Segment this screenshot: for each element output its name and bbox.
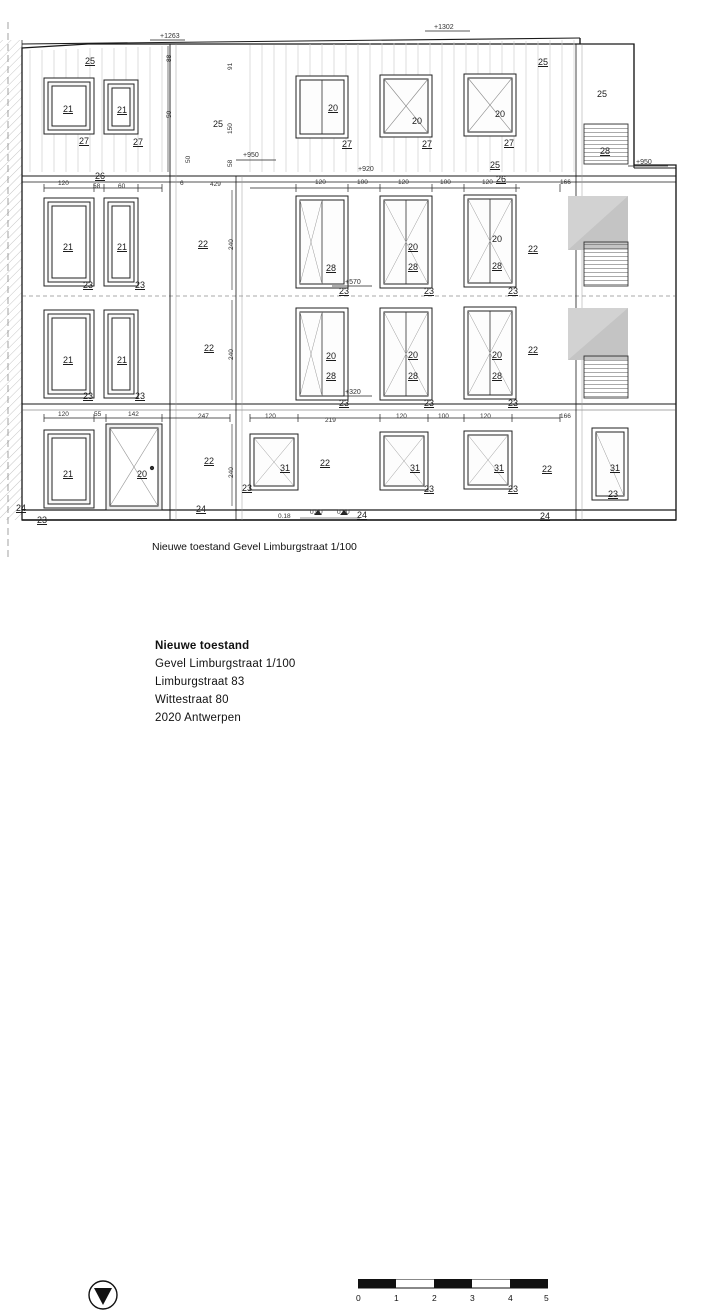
code-21-f2-a: 21	[63, 242, 74, 252]
code-23-gf-a: 23	[242, 483, 253, 493]
code-24-d: 24	[540, 511, 551, 521]
code-23-f2-d: 23	[424, 286, 435, 296]
code-26-a: 26	[95, 171, 106, 181]
code-28-f2-c: 28	[492, 261, 503, 271]
dim-mid-100a: 100	[357, 179, 368, 186]
legend-line-5: 2020 Antwerpen	[155, 712, 241, 724]
code-31-gf-a: 31	[280, 463, 291, 473]
dim-b-120c: 120	[480, 413, 491, 420]
scale-bar	[358, 1279, 548, 1291]
code-23-gf-e: 23	[37, 515, 48, 525]
code-26-b: 26	[496, 174, 507, 184]
code-23-f2-e: 23	[508, 286, 519, 296]
code-24-c: 24	[357, 510, 368, 520]
code-23-f2-b: 23	[135, 280, 146, 290]
code-21-f1-a: 21	[63, 355, 74, 365]
vdim-50b: 50	[185, 155, 192, 163]
code-21-gf: 21	[63, 469, 74, 479]
code-23-gf-c: 23	[508, 484, 519, 494]
code-22-gf: 22	[204, 456, 215, 466]
vdim-150: 150	[227, 123, 234, 134]
code-22-gf-c: 22	[542, 464, 553, 474]
code-28-attic: 28	[600, 146, 611, 156]
code-23-gf-b: 23	[424, 484, 435, 494]
dim-b-120a: 120	[265, 413, 276, 420]
legend-block	[0, 620, 710, 1303]
scale-num-1: 1	[394, 1293, 399, 1303]
code-23-f2-c: 23	[339, 286, 350, 296]
code-24-b: 24	[196, 504, 207, 514]
dim-b-100: 100	[438, 413, 449, 420]
dim-top-6: 6	[180, 180, 184, 187]
scale-num-2: 2	[432, 1293, 437, 1303]
code-20-attic-a: 20	[328, 103, 339, 113]
dim-mid-120b: 120	[398, 179, 409, 186]
dim-mid-120a: 120	[315, 179, 326, 186]
dim-ground-000b: 0.00	[337, 509, 350, 516]
legend-line-1: Nieuwe toestand	[155, 640, 250, 652]
code-23-f1-a: 23	[83, 391, 94, 401]
scale-bar-numbers	[352, 1293, 552, 1305]
north-arrow-icon	[83, 1275, 123, 1315]
code-28-f1-b: 28	[408, 371, 419, 381]
level-marker-1302: +1302	[434, 24, 454, 31]
code-20-attic-b: 20	[412, 116, 423, 126]
code-28-f2-a: 28	[326, 263, 337, 273]
legend-line-4: Wittestraat 80	[155, 694, 229, 706]
code-21-f1-b: 21	[117, 355, 128, 365]
dim-b-120b: 120	[396, 413, 407, 420]
code-23-f1-c: 23	[339, 398, 350, 408]
legend-line-3: Limburgstraat 83	[155, 676, 245, 688]
dim-top-58: 58	[93, 183, 101, 190]
code-20-gf-door: 20	[137, 469, 148, 479]
dim-b-120: 120	[58, 411, 69, 418]
code-23-gf-d: 23	[608, 489, 619, 499]
vdim-240b: 240	[228, 349, 235, 360]
dim-b-166: 166	[560, 413, 571, 420]
code-23-f1-b: 23	[135, 391, 146, 401]
code-27-e: 27	[504, 138, 515, 148]
scale-num-3: 3	[470, 1293, 475, 1303]
dim-mid-166: 166	[560, 179, 571, 186]
legend-line-2: Gevel Limburgstraat 1/100	[155, 658, 296, 670]
code-21-attic-a: 21	[63, 104, 74, 114]
code-21-f2-b: 21	[117, 242, 128, 252]
code-25-b: 25	[538, 57, 549, 67]
vdim-240a: 240	[228, 239, 235, 250]
code-20-f1-c: 20	[492, 350, 503, 360]
code-22-gf-b: 22	[320, 458, 331, 468]
level-marker-1263: +1263	[160, 33, 180, 40]
code-20-f2-c: 20	[492, 234, 503, 244]
vdim-91: 91	[227, 62, 234, 70]
code-24-a: 24	[16, 503, 27, 513]
code-21-attic-b: 21	[117, 105, 128, 115]
code-22-f2: 22	[198, 239, 209, 249]
dim-top-120: 120	[58, 180, 69, 187]
dim-b-247: 247	[198, 413, 209, 420]
dim-ground-000a: 0.00	[310, 509, 323, 516]
code-22-f2-right: 22	[528, 244, 539, 254]
code-23-f2-a: 23	[83, 280, 94, 290]
code-27-d: 27	[422, 139, 433, 149]
code-27-a: 27	[79, 136, 90, 146]
code-20-attic-c: 20	[495, 109, 506, 119]
dim-mid-120c: 120	[482, 179, 493, 186]
code-28-f1-c: 28	[492, 371, 503, 381]
level-marker-950-left: +950	[243, 152, 259, 159]
code-27-b: 27	[133, 137, 144, 147]
code-31-gf-c: 31	[494, 463, 505, 473]
code-20-f1-b: 20	[408, 350, 419, 360]
dim-top-429: 429	[210, 181, 221, 188]
level-marker-570: +570	[345, 279, 361, 286]
level-marker-320: +320	[345, 389, 361, 396]
code-22-f1: 22	[204, 343, 215, 353]
dim-b-55: 55	[94, 411, 102, 418]
dim-b-219: 219	[325, 417, 336, 424]
code-23-f1-e: 23	[508, 398, 519, 408]
code-25-e: 25	[213, 119, 224, 129]
vdim-50a: 50	[166, 110, 173, 118]
scale-num-0: 0	[356, 1293, 361, 1303]
dim-top-60: 60	[118, 183, 126, 190]
vdim-88a: 88	[166, 54, 173, 62]
code-25-c: 25	[597, 89, 608, 99]
scale-num-5: 5	[544, 1293, 549, 1303]
level-marker-950-right: +950	[636, 159, 652, 166]
code-23-f1-d: 23	[424, 398, 435, 408]
scale-num-4: 4	[508, 1293, 513, 1303]
code-31-gf-d: 31	[610, 463, 621, 473]
drawing-inline-caption: Nieuwe toestand Gevel Limburgstraat 1/100	[152, 541, 357, 553]
vdim-240c: 240	[228, 467, 235, 478]
dim-ground-018: 0.18	[278, 513, 291, 520]
code-20-f1-a: 20	[326, 351, 337, 361]
code-25-d: 25	[490, 160, 501, 170]
code-31-gf-b: 31	[410, 463, 421, 473]
dim-mid-100b: 100	[440, 179, 451, 186]
code-25-a: 25	[85, 56, 96, 66]
code-20-f2-b: 20	[408, 242, 419, 252]
vdim-58: 58	[227, 159, 234, 167]
code-28-f2-b: 28	[408, 262, 419, 272]
code-28-f1-a: 28	[326, 371, 337, 381]
level-marker-920: +920	[358, 166, 374, 173]
code-27-c: 27	[342, 139, 353, 149]
dim-b-142: 142	[128, 411, 139, 418]
code-22-f1-right: 22	[528, 345, 539, 355]
